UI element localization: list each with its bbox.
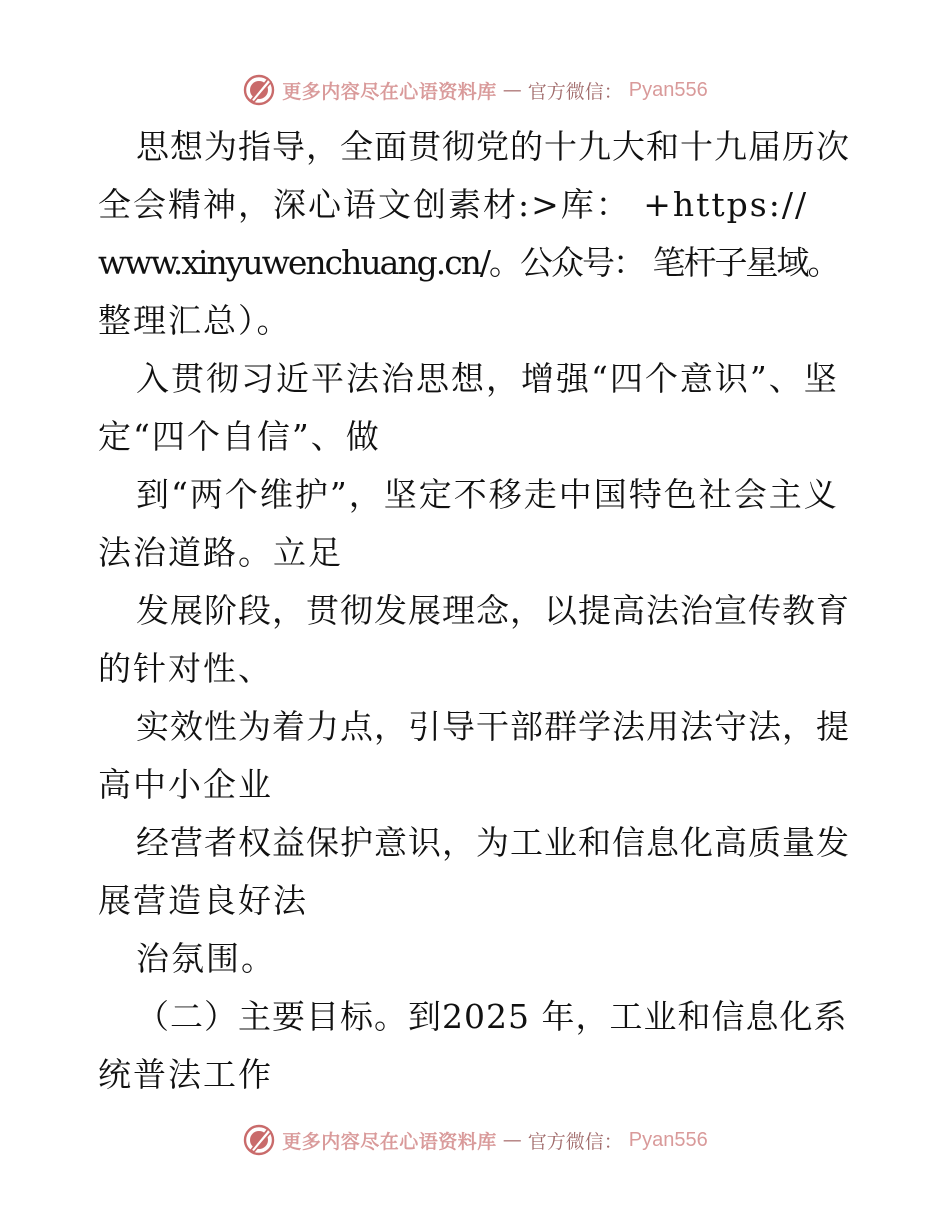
text-line: 高中小企业 [98, 765, 273, 804]
watermark-text: 更多内容尽在心语资料库 [282, 1130, 497, 1153]
text-line: 法治道路。立足 [98, 533, 343, 572]
text-line: 的针对性、 [98, 649, 273, 688]
watermark-text: 更多内容尽在心语资料库 [282, 80, 497, 103]
text-line: 思想为指导，全面贯彻党的十九大和十九届历次 [136, 127, 850, 166]
text-line: 整理汇总）。 [98, 301, 292, 340]
section-heading-line: （二）主要目标。到2025 年，工业和信息化系 [136, 997, 848, 1036]
text-line: 到“两个维护”，坚定不移走中国特色社会主义 [136, 475, 839, 514]
watermark-wechat-id: Pyan556 [628, 1128, 708, 1151]
text-line: 全会精神，深心语文创素材:>库： +https:// [98, 185, 809, 224]
watermark-separator: — [502, 1129, 522, 1151]
watermark-wechat-label: 官方微信： [527, 80, 623, 103]
text-line: 展营造良好法 [98, 881, 308, 920]
quill-seal-icon [242, 1123, 276, 1157]
text-line: 实效性为着力点，引导干部群学法用法守法，提 [136, 707, 850, 746]
text-line: 经营者权益保护意识，为工业和信息化高质量发 [136, 823, 850, 862]
watermark-separator: — [502, 79, 522, 101]
document-body [98, 118, 854, 1104]
text-line-url: www.xinyuwenchuang.cn/。公众号： 笔杆子星域。 [98, 243, 839, 282]
text-line: 统普法工作 [98, 1055, 273, 1094]
text-line: 入贯彻习近平法治思想，增强“四个意识”、坚 [136, 359, 839, 398]
watermark-wechat-label: 官方微信： [527, 1130, 623, 1153]
text-line: 定“四个自信”、做 [98, 417, 381, 456]
watermark-wechat-id: Pyan556 [628, 78, 708, 101]
text-line: 发展阶段，贯彻发展理念，以提高法治宣传教育 [136, 591, 850, 630]
text-line: 治氛围。 [136, 939, 276, 978]
watermark-banner-top [0, 70, 950, 110]
watermark-banner-bottom [0, 1120, 950, 1160]
quill-seal-icon [242, 73, 276, 107]
